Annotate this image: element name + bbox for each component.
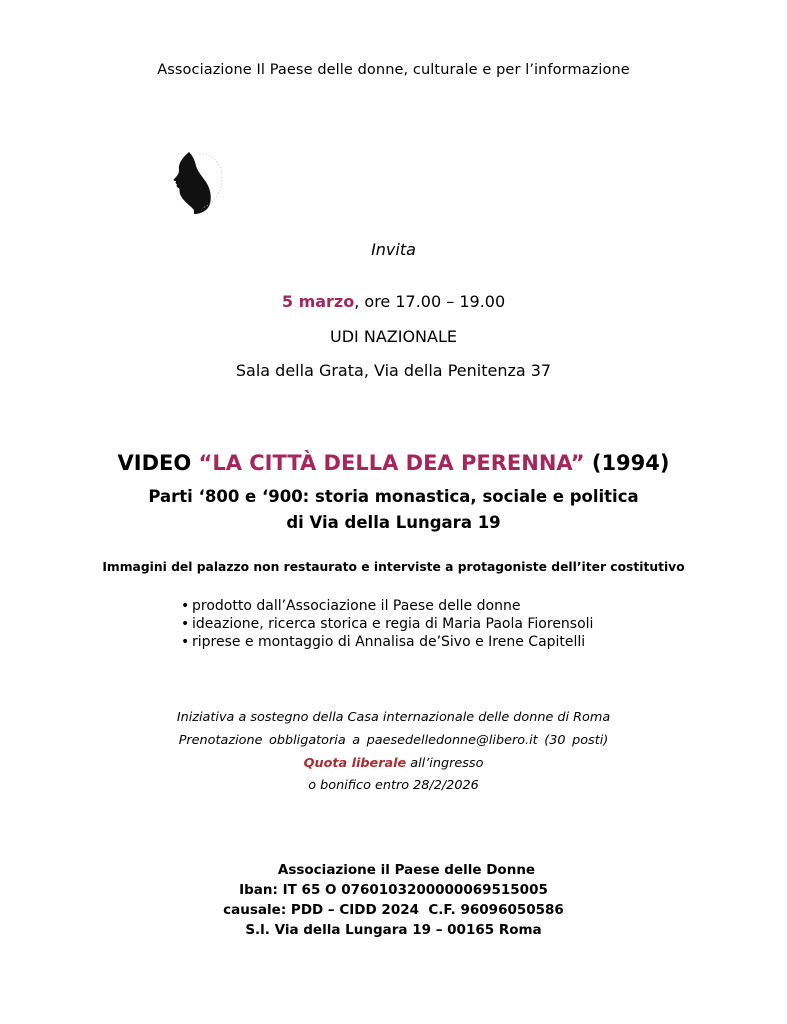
booking-text: Prenotazione obbligatoria a paesedelledonne@libero.it (30 posti) <box>178 733 609 748</box>
fee-line <box>0 756 787 771</box>
video-title: “LA CITTÀ DELLA DEA PERENNA” <box>198 451 585 475</box>
footer-block <box>0 860 787 940</box>
fee-entrance: all’ingresso <box>406 756 484 771</box>
organization-header: Associazione Il Paese delle donne, culturale e per l’informazione <box>157 62 630 78</box>
video-title-line <box>0 451 787 475</box>
transfer-deadline: o bonifico entro 28/2/2026 <box>308 778 479 793</box>
fee-label: Quota liberale <box>303 756 407 771</box>
woman-profile-logo-icon <box>168 150 226 216</box>
event-venue: UDI NAZIONALE <box>330 327 457 346</box>
video-location: di Via della Lungara 19 <box>286 513 501 532</box>
video-parts: Parti ‘800 e ‘900: storia monastica, sociale e politica <box>148 487 639 506</box>
footer-iban: Iban: IT 65 O 0760103200000069515005 <box>239 882 548 898</box>
list-item: • riprese e montaggio di Annalisa de’Sivo e Irene Capitelli <box>181 633 593 651</box>
event-date: 5 marzo <box>281 292 355 311</box>
video-year: (1994) <box>584 451 670 475</box>
video-prefix: VIDEO <box>117 451 199 475</box>
footer-name: Associazione il Paese delle Donne <box>277 862 536 878</box>
initiative-text: Iniziativa a sostegno della Casa internazionale delle donne di Roma <box>176 710 611 725</box>
list-item: • ideazione, ricerca storica e regia di Maria Paola Fiorensoli <box>181 615 593 633</box>
invita-label: Invita <box>371 240 416 259</box>
event-date-time <box>0 292 787 311</box>
credits-list <box>181 597 593 651</box>
video-description: Immagini del palazzo non restaurato e interviste a protagoniste dell’iter costitutivo <box>102 560 685 574</box>
event-address: Sala della Grata, Via della Penitenza 37 <box>235 361 552 380</box>
footer-address: S.l. Via della Lungara 19 – 00165 Roma <box>245 922 542 938</box>
footer-causale: causale: PDD – CIDD 2024 C.F. 96096050586 <box>223 902 564 918</box>
event-time: , ore 17.00 – 19.00 <box>354 292 506 311</box>
list-item: • prodotto dall’Associazione il Paese delle donne <box>181 597 593 615</box>
